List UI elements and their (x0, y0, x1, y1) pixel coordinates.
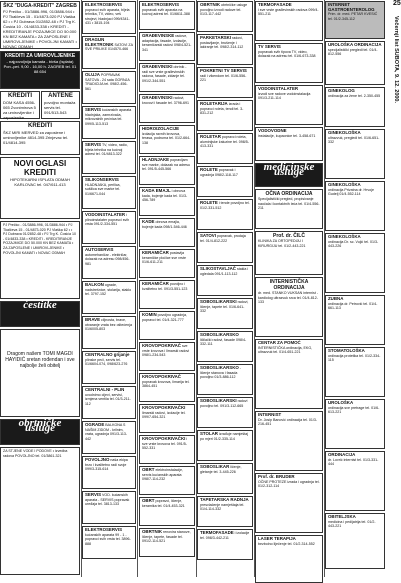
ad-title: ELEKTROSERVIS (85, 527, 123, 532)
ad-title: KROVOPOKRIVAČ (142, 374, 181, 379)
classified-ad (139, 280, 195, 309)
ad-title: ROLETARIJA (200, 101, 228, 106)
column-4 (197, 0, 253, 577)
ad-title: DRAGUN ELEKTRONIK (85, 37, 114, 47)
ad-text: DOM KASA 4556-065 Zvonimirova 5 za umirovljenike i zaposlenike (3, 100, 36, 120)
classified-ad (197, 166, 253, 197)
ad-skz-miri (0, 121, 80, 155)
classified-ad (325, 399, 385, 449)
classified-ad (82, 106, 136, 139)
classified-ad (139, 249, 195, 278)
ad-text: popravljam sve marke, dolazak na adresu tel. 091/5-445-566 (142, 158, 190, 172)
ad-text: POPRAVAK SATOVA - 24 sata GORNJA TRADICIJA tel. 098/2-456-561 (85, 73, 130, 91)
classified-ad (139, 156, 195, 185)
ad-title: SATOVI (200, 233, 216, 238)
classified-ad (139, 1, 195, 30)
ad-title: UROLOŠKA (328, 400, 354, 405)
ad-text: Dr. Josip Banović ordinacija tel. 01/3-216-451 (258, 417, 318, 427)
ad-text: popravci roleta, aluminijske žaluzine tel. 098/5-413-331 (200, 135, 249, 149)
column-3 (139, 0, 195, 577)
ad-title: TERMOFASADE (200, 530, 234, 535)
side-header (393, 0, 400, 577)
ad-title: KERAMIČAR (142, 250, 169, 255)
classified-ad (197, 364, 253, 395)
ad-hipotekarni (0, 157, 80, 219)
section-medicinske-usluge (255, 163, 323, 187)
classified-ad (82, 316, 136, 349)
ad-text: obrtničke usluge povoljno izvodi radove tel. 01/3-117-442 (200, 3, 248, 17)
ad-text: KLINIKA ZA ORTOPEDIJU I KIRURGIJU tel. 01/2-443-221 (258, 239, 306, 248)
column-2 (82, 0, 136, 577)
classified-ad (139, 94, 195, 123)
ad-text: limarski radovi, izolacije tel. 099/7-654-321 (142, 410, 186, 420)
ad-text: ordinacija Privatna dr. Hrvoje Gudelj 01/4-552-114 (328, 187, 374, 197)
classified-ad (197, 496, 253, 527)
ad-text: sve vrste krovova i limarski radovi 098/1-234-543 (142, 344, 190, 358)
ad-title: OBITELJSKA (328, 514, 356, 519)
ad-text: naša ekipa brzo i kvalitetno radi svoje 099/3-315-614 (85, 458, 128, 472)
ad-antene (41, 91, 80, 119)
classified-ad (197, 100, 253, 131)
ad-text: HLADNJAKA, perilica, sušilica sve marke tel. 01/6671-044 (85, 182, 121, 196)
ad-text: kućanskih aparata hladnjaka, zamrzivača, mikrovalnih pećnica tel. 099/5-113-513 (85, 108, 132, 126)
ad-text: ličenje, gletanje tel. 3-445-226 (200, 465, 242, 474)
ad-title: BRAVE (85, 317, 101, 322)
ad-title: KREDITI (28, 123, 52, 129)
section-obrtnicke-usluge (0, 419, 80, 445)
classified-ad (139, 528, 195, 557)
classified-ad (82, 281, 136, 314)
ad-title: KROVOPOKRIVAČKI (142, 405, 186, 410)
ad-text: Prim. dr. med. PETAR KVESIĆ tel. 01/2-345-112 (328, 12, 378, 21)
classified-ad (82, 211, 136, 244)
ad-text: izrada i popravci roleta, tendi tel. 3-831-212 (200, 102, 244, 116)
ad-text: i tende povoljno tel. 01/2-331-512 (200, 201, 250, 210)
ad-title: INTERNISTIČKA ORDINACIJA (269, 279, 309, 291)
ad-text: popravak svih aparata na kućnoj adresi tel. 01/6611-388 (142, 7, 190, 17)
ad-title: Prof. dr. BRUDER (258, 474, 295, 479)
classified-ad (325, 87, 385, 127)
ad-text: stakla i ogledala 091/1-113-112 (200, 267, 249, 276)
ad-text: bezbolno liječenje tel. 01/2-314-552 (258, 541, 315, 546)
classified-ad (139, 218, 195, 247)
ad-text: radi i vikendom tel. 01/6-556-221 (200, 73, 247, 83)
classified-ad (139, 311, 195, 340)
ad-title: SERVIS (85, 107, 102, 112)
ad-title: OBRTNIK (142, 529, 163, 534)
ad-cestitka (0, 329, 80, 417)
ad-title: PARKETARSKI (200, 35, 232, 40)
ad-text: specijalistički pregledi tel. 01/4-812-556 (328, 47, 378, 57)
classified-ad (325, 1, 385, 39)
classified-ad (255, 411, 323, 471)
classified-ad (82, 421, 136, 454)
ad-text: popravak krovova, limarija tel. 3864-451 (142, 379, 190, 389)
section-cestitke (0, 301, 80, 327)
ad-title: SERVIS (85, 492, 102, 497)
classified-ad (139, 32, 195, 61)
ad-text: Specijalistički pregled, propisivanje naočala i kontaktnih leća tel. 01/4-556-211 (258, 197, 320, 211)
ad-title: INTERNIST (258, 412, 282, 417)
ad-text: uvodnimo cijevi, servisi, izmjena ventila tel. 01/3-211-112 (85, 392, 131, 406)
ad-title: STOMATOLOŠKA (328, 348, 365, 353)
ad-title: BALKON (85, 282, 104, 287)
ad-text: i izolacije tel. 098/3-442-211 (200, 531, 250, 540)
classified-ad (325, 347, 385, 397)
ad-text: popravak i ugradnja 098/2-118-117 (200, 168, 238, 177)
classified-ad (197, 199, 253, 230)
ad-title: ROLETE (200, 200, 218, 205)
ad-text: ograde, nadstrešnice, stolarija, staklo tel. 3797-152 (85, 283, 132, 297)
ad-text: INTERNISTIČKA ordinacija, EKG, ultrazvuk tel. 01/4-651-221 (258, 345, 313, 355)
ad-text: HIPOTEKARNI ISPLATA ODMAH KARLOVAC tel. 047/611-413 (10, 177, 70, 187)
ad-text: ZA STJENE VODE I PODOVE • izvedba radova POVOLJNO tel. 01/3861-321 (3, 449, 68, 458)
classified-ad (255, 231, 323, 275)
ad-title: OLUJA (85, 72, 100, 77)
classified-ad (197, 34, 253, 65)
ad-text: automehaničar - električar, dolazak na adresu 098/456-981 (85, 252, 130, 266)
ad-title: GINEKOLOŠKA (328, 234, 361, 239)
classified-ad (197, 430, 253, 461)
ad-title: TERMOFASADE (258, 2, 292, 7)
ad-title: STOLAR (200, 431, 218, 436)
ad-text: povoljno montaža servis tel. 091/513-543 (44, 100, 76, 115)
classified-ad (197, 1, 253, 32)
classified-ad (197, 67, 253, 98)
ad-text: ŠKZ MIRI MERVED za zaposlene i umirovljenike 4814-395 Zrinjevac tel. 01/4814-395 (3, 130, 69, 145)
ad-title: SOBOSLIKARSKO (200, 332, 239, 337)
classified-ad (325, 233, 385, 293)
classified-ad (139, 373, 195, 402)
ad-title: VODOINSTALATER (258, 86, 299, 91)
ad-title: KREDITI ZA UMIROVLJENIKE (4, 53, 76, 59)
ad-title: SLIKOSTAVLJAČ (200, 266, 236, 271)
ad-title: OBRTNIK (200, 2, 221, 7)
ad-title: HLADNJAKE (142, 157, 170, 162)
ad-text: presvlačenje namještaja tel. 01/4-114-332 (200, 502, 245, 512)
ad-title: GRAĐEVINSKE (142, 33, 175, 38)
ad-text: radovi, postavljanje, brušenje i lakiranje tel. 098/2-314-112 (200, 36, 244, 50)
classified-ad (139, 497, 195, 526)
ad-text: radovi, krovovi i fasade tel. 3796-691 (142, 96, 189, 105)
ad-text: SATOVI ZA SVE PRILIKE 01/4570-466 (85, 42, 133, 52)
ad-text: ordinacija sve pretrage tel. 01/6-613-221 (328, 405, 380, 415)
ad-title: GINEKOLOŠKA (328, 182, 361, 187)
ad-text: ordinacija protetika tel. 01/2-334-115 (328, 353, 381, 363)
classified-ad (139, 404, 195, 433)
ad-text: postavlja keramičke pločice sve vrste 01/6-611-211 (142, 251, 186, 265)
ad-title: ORDINACIJA (328, 452, 356, 457)
classified-ad (325, 513, 385, 569)
ad-krediti-umirovljenike (0, 51, 80, 89)
ad-title: SOBOSLIKARSKI (200, 398, 237, 403)
classified-ad (82, 491, 136, 524)
ad-text: OČNE PROTEZE izrada i ugradnja tel. 01/2-312-114 (258, 479, 320, 489)
classified-ad (139, 342, 195, 371)
ad-title: UROLOŠKA ORDINACIJA (328, 42, 382, 47)
ad-title: HIDROIZOLACIJE (142, 126, 180, 131)
ad-text: VOD. kućanskih aparata - SERVIS popravak uređaja tel. 3813-133 (85, 493, 130, 507)
classified-ad (82, 36, 136, 69)
ad-title: AUTOSERVIS (85, 247, 114, 252)
ad-title: ELEKTROSERVIS (85, 2, 123, 7)
ad-text: elektroinstalacije, servis kućanskih aparata 098/7-114-232 (142, 468, 184, 482)
ad-title: SILIKONSERVIS (85, 177, 119, 182)
ad-text: ordinacija za žene tel. 2-350-455 (328, 93, 381, 98)
ad-title: ZUBNA (328, 296, 344, 301)
ad-text: radove, adaptacija, fasade, izolacije, keramičarski radovi 098/4-521-341 (142, 34, 192, 52)
classified-ad (139, 466, 195, 495)
ad-text: povoljno i kvalitetno tel. 091/3-551-123 (142, 282, 188, 291)
column-6 (325, 0, 393, 577)
ad-title: POVOLJNO (85, 457, 110, 462)
classified-ad (139, 63, 195, 92)
classified-ad (197, 463, 253, 494)
ad-title: KADA EMAJL (142, 188, 171, 193)
ad-title: ELEKTROSERVIS (142, 2, 180, 7)
classified-ad (255, 473, 323, 533)
column-divider (137, 0, 138, 577)
ad-title: SERVIS (85, 142, 102, 147)
classified-ad (197, 397, 253, 428)
ad-small-listings (0, 221, 80, 299)
classified-ad (255, 277, 323, 337)
ad-title: Prof. dr. ČILČ (273, 233, 305, 239)
ad-title: POKRETNI TV SERVIS (200, 68, 247, 73)
ad-text: plinske peći, servis tel. 01/6604-074, 098/623-276 (85, 357, 128, 367)
classified-ad (82, 351, 136, 384)
ad-text: ordinacija dr. Petrović tel. 01/4-661-113 (328, 301, 378, 311)
classified-ad (197, 298, 253, 329)
ad-title: ŠKZ "DUGA-KREDIT" ZAGREB (3, 3, 77, 9)
classified-ad (325, 181, 385, 231)
ad-title: ROLETE (200, 167, 218, 172)
column-5 (255, 0, 323, 577)
ad-text: TV, video, radio, bijela tehnika na kućnoj adresi tel. 01/4813-322 (85, 143, 128, 157)
ad-text: dr. Lovrić internist tel. 01/3-331-444 (328, 457, 379, 467)
ad-text: izolacija ravnih krovova, terasa, podruma tel. 01/2-664-138 (142, 131, 191, 145)
page-number: 25 (393, 0, 401, 7)
ad-krediti-dom (0, 91, 40, 119)
classified-ad (82, 456, 136, 489)
ad-text: povoljno ugradnja, popravci tel. 01/4-321-777 (142, 313, 188, 322)
ad-obrtnicke-listings (0, 447, 80, 575)
classified-ad (82, 71, 136, 104)
classified-ad (255, 1, 323, 41)
ad-text: medicina i pedijatrija tel. 01/2-443-221 (328, 519, 376, 529)
ad-text: BALKONA S NAŠIM ZIDOM - krilnim, vrata, ugradnja 091/3-113-442 (85, 423, 128, 441)
ad-text: instalacije, kupaonice tel. 3-458-671 (258, 133, 316, 138)
ad-text: i sve vrste građevinskih radova 099/4-551-211 (258, 7, 319, 17)
classified-ad (255, 535, 323, 583)
classified-ad (325, 41, 385, 85)
ad-title: CENTAR ZA POMOĆ (258, 340, 301, 345)
classified-ad (255, 85, 323, 125)
ad-title: GINEKOLOG (328, 88, 355, 93)
ad-title: KROVOPOKRIVAČKI (142, 436, 186, 441)
ad-text: ličilački radovi, fasade 098/4-332-111 (200, 337, 247, 347)
ad-title: SOBOSLIKARSKO (200, 365, 239, 370)
publication-date: Večernji list SUBOTA, 9. 12. 2000. (393, 16, 399, 104)
ad-text: Dragom našem TOMI MAGDI HAYIDIĆ sretan rođendan i sve najbolje želi obitelj (5, 351, 75, 369)
ad-title: OBRT (142, 467, 155, 472)
ad-title: GRAĐEVINSKI (142, 64, 173, 69)
ad-title: SOBOSLIKAR (200, 464, 230, 469)
ad-text: PJ Prečko - 01/3886-996, 01/3886-944 • PJ Tkalčeva 15 - 01/4873-020 PJ Vlaška 62 • • PJ Dubrava 01/2852-48 • PJ Trg K. Ćosića 10 - 01/4833-338 • KREDITI - KREDITIRANJE POZAJMICE DO 50.000 KN BEZ KAMATA • ZA ZAPOSLENE I UMIROVLJENIKE • POVOLJNI KAMATI • NOVAC ODMAH (3, 9, 77, 49)
ad-title: VODOINSTALATER (85, 212, 126, 217)
ad-text: renovira stanove, ličenje, tapete, fasade tel. 091/2-114-521 (142, 530, 191, 544)
classified-ad (255, 189, 323, 229)
ad-text: radovi povoljno tel. 091/3-112-665 (200, 399, 248, 408)
ad-text: kućanskih aparata 99 - 1 - popravci svih vrsta tel. 3896-888 (85, 532, 131, 546)
classified-ad (197, 331, 253, 362)
ad-text: PJ Prečko - 01/3886-996, 01/3886-944 • PJ Tkalčeva 15 - 01/4873-020 PJ Vlaška 62 • • PJ Dubrava 01/2852-48 • PJ Trg K. Ćosića 10 - 01/4833-338 • KREDITI - KREDITIRANJE POZAJMICE DO 50.000 KN BEZ KAMATA • ZA ZAPOSLENE I UMIROVLJENIKE • POVOLJNI KAMATI • NOVAC ODMAH (3, 223, 76, 255)
ad-title: CENTRALNO grijanje (85, 352, 130, 357)
ad-text: dr. med. STANKO VUKSAN internist - kardiolog ultrazvuk srca tel. 01/4-812-133 (258, 291, 319, 305)
ad-duga-kredit (0, 1, 80, 49)
classified-ad (255, 43, 323, 83)
ad-title: KROVOPOKRIVAČ (142, 343, 181, 348)
classified-ad (255, 339, 323, 409)
ad-text: ultrazvuk, pregledi tel. 01/6-651-332 (328, 135, 380, 145)
ad-title: ANTENE (48, 93, 73, 99)
classified-ad (139, 125, 195, 154)
ad-text: popravak svih tipova TV, video, dolazak na adresu tel. 01/6-673-338 (258, 49, 316, 59)
ad-text: popravci, ličenje, keramika tel. 01/4-453-321 (142, 499, 185, 508)
ad-text: - ličenje stanova i fasada povoljno 01/3-886-112 (200, 366, 241, 380)
ad-title: NOVI OGLASI KREDITI (13, 159, 67, 177)
classified-ad (82, 176, 136, 209)
ad-title: CENTRALNI - PLIN (85, 387, 125, 392)
ad-text: izrađuje namještaj po mjeri 01/2-335-114 (200, 432, 248, 441)
classified-ad (197, 232, 253, 263)
classified-ad (139, 435, 195, 464)
ad-title: GINEKOLOŠKA (328, 130, 361, 135)
ad-text: izvodi sve radove vodoinstalacija 091/3-211-114 (258, 91, 311, 101)
ad-title: OBRT (142, 498, 155, 503)
ad-text: popravak, prodaja tel. 01/4-812-222 (200, 234, 246, 243)
classified-ad (197, 265, 253, 296)
ad-text: i plinoinstalater popravci svih vrsta 091/2-334-551 (85, 213, 130, 227)
classified-ad (82, 1, 136, 34)
classified-ad (82, 386, 136, 419)
ad-title: ROLETAR (200, 134, 221, 139)
ad-title: KREDITI (8, 93, 32, 99)
ad-title: VODOVODNE (258, 128, 287, 133)
ad-title: TV SERVIS (258, 44, 281, 49)
column-1 (0, 0, 80, 577)
ad-title: KERAMIČAR (142, 281, 169, 286)
classified-ad (325, 129, 385, 179)
ad-title: SOBOSLIKARSKI (200, 299, 237, 304)
classified-ad (139, 187, 195, 216)
classified-ad (82, 141, 136, 174)
ad-text: popravci svih aparata, bijela tehnika, TV, video, veš strojevi, hladnjaci 099/4341-431 • 3815-194 (85, 7, 130, 26)
ad-title: KADE (142, 219, 155, 224)
classified-ad (325, 451, 385, 511)
ad-title: LASER TERAPIJA (258, 536, 296, 541)
ad-title: OGRADE (85, 422, 105, 427)
ad-title: TAPETARSKA RADNJA (200, 497, 249, 502)
ad-title: INTERNET GASTROENTEROLOG (328, 2, 375, 12)
classified-ad (197, 529, 253, 560)
classified-ad (82, 526, 136, 559)
ad-title: GRAĐEVINSKI (142, 95, 173, 100)
ad-text: - najpovoljnija kamata - bivša (isplata) Pon.-pet. 9,00 - 16,00 h. ZAGREB tel. 01 88 654 (3, 59, 77, 74)
classified-ad (197, 133, 253, 164)
section-title: medicinske usluge (263, 161, 315, 178)
classified-ad (255, 127, 323, 161)
ad-title: OČNA ORDINACIJA (265, 191, 313, 197)
classified-ad (82, 246, 136, 279)
ad-text: ordinacija Dr. sc. Vujić tel. 01/3-443-226 (328, 239, 379, 249)
ad-text: i obnova kada, bojenje kada tel. 01/3-456-789 (142, 189, 188, 203)
ad-text: ciljnosta, brave, otvaranje vrata bez oštećenja 01/6005-803 (85, 318, 132, 332)
ad-text: obrtnik - radi sve vrste građevinskih radova, fasade, zidanje tel. 091/2-344-551 (142, 65, 187, 83)
section-title: obrtničke usluge (18, 417, 62, 434)
ad-title: KOMIN (142, 312, 157, 317)
ad-text: radovi, ličenje, tapete tel. 01/6-641-332 (200, 300, 249, 314)
classified-ad (325, 295, 385, 345)
section-title: ćestitke (23, 299, 57, 311)
ad-text: i sve vrste krovova tel. 091/5-552-331 (142, 437, 188, 451)
ad-text: obnova emajla, bojenje kada 098/1-546-446 (142, 220, 187, 229)
